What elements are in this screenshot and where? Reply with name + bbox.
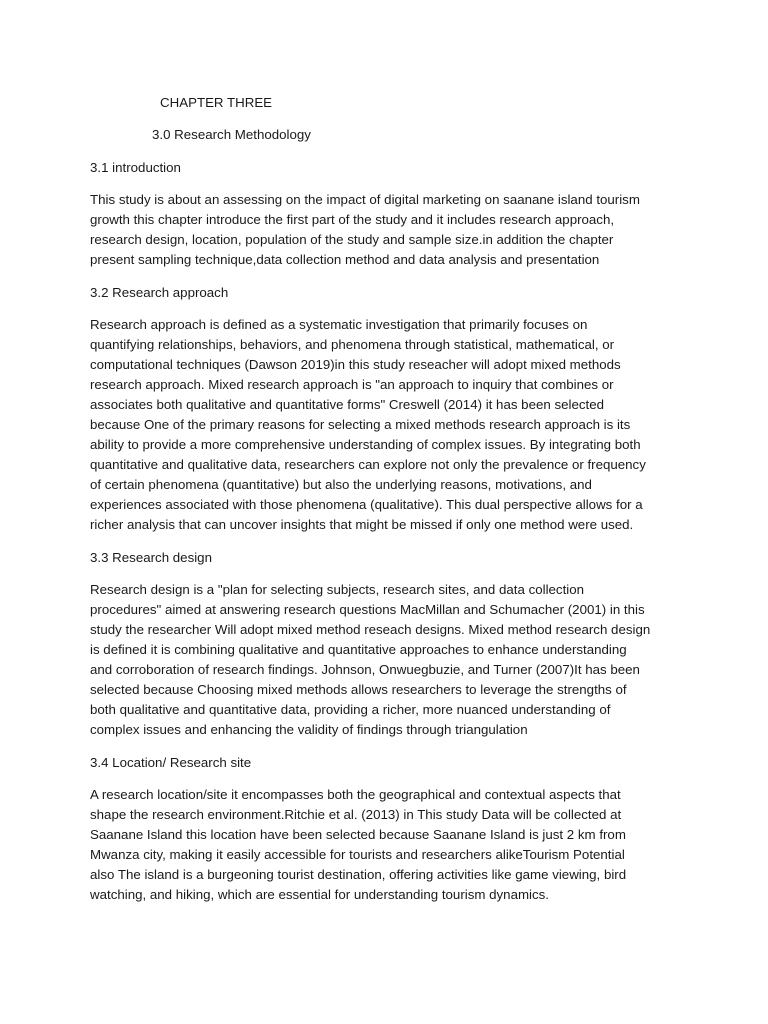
section-heading: 3.4 Location/ Research site [90,755,252,770]
paragraph-line: research design, location, population of the study and sample size.in addition the chapter [90,232,614,247]
paragraph-line: richer analysis that can uncover insights that might be missed if only one method were used. [90,517,634,532]
section-paragraph [90,580,680,740]
paragraph-line: selected because Choosing mixed methods allows researchers to leverage the strengths of [90,682,627,697]
paragraph-line: present sampling technique,data collection method and data analysis and presentation [90,252,600,267]
paragraph-line: experiences associated with those phenomena (qualitative). This dual perspective allows for a [90,497,643,512]
section-paragraph [90,315,680,535]
paragraph-line: watching, and hiking, which are essential for understanding tourism dynamics. [90,887,549,902]
paragraph-line: Saanane Island this location have been selected because Saanane Island is just 2 km from [90,827,626,842]
paragraph-line: both qualitative and quantitative data, providing a richer, more nuanced understanding of [90,702,611,717]
paragraph-line: of certain phenomena (quantitative) but also the underlying reasons, motivations, and [90,477,592,492]
section-heading: 3.3 Research design [90,550,212,565]
paragraph-line: growth this chapter introduce the first part of the study and it includes research approach, [90,212,615,227]
paragraph-line: because One of the primary reasons for selecting a mixed methods research approach is its [90,417,631,432]
paragraph-line: study the researcher Will adopt mixed method reseach designs. Mixed method research design [90,622,651,637]
paragraph-line: and corroboration of research findings. Johnson, Onwuegbuzie, and Turner (2007)It has been [90,662,640,677]
paragraph-line: computational techniques (Dawson 2019)in this study reseacher will adopt mixed methods [90,357,621,372]
paragraph-line: research approach. Mixed research approach is "an approach to inquiry that combines or [90,377,614,392]
paragraph-line: is defined it is combining qualitative and quantitative approaches to enhance understanding [90,642,627,657]
paragraph-line: procedures" aimed at answering research questions MacMillan and Schumacher (2001) in this [90,602,645,617]
paragraph-line: shape the research environment.Ritchie et al. (2013) in This study Data will be collected at [90,807,622,822]
paragraph-line: Research approach is defined as a systematic investigation that primarily focuses on [90,317,588,332]
paragraph-line: quantifying relationships, behaviors, and phenomena through statistical, mathematical, or [90,337,615,352]
paragraph-line: A research location/site it encompasses both the geographical and contextual aspects that [90,787,621,802]
paragraph-line: also The island is a burgeoning tourist destination, offering activities like game viewing, bird [90,867,627,882]
paragraph-line: Mwanza city, making it easily accessible for tourists and researchers alikeTourism Potential [90,847,625,862]
paragraph-line: This study is about an assessing on the impact of digital marketing on saanane island tourism [90,192,640,207]
sections-container [90,158,680,905]
section-paragraph [90,190,680,270]
paragraph-line: Research design is a "plan for selecting subjects, research sites, and data collection [90,582,585,597]
main-heading: 3.0 Research Methodology [152,127,311,142]
section-heading: 3.2 Research approach [90,285,229,300]
section-paragraph [90,785,680,905]
chapter-title: CHAPTER THREE [160,95,273,110]
paragraph-line: ability to provide a more comprehensive understanding of complex issues. By integrating both [90,437,641,452]
paragraph-line: quantitative and qualitative data, researchers can explore not only the prevalence or frequency [90,457,646,472]
paragraph-line: associates both qualitative and quantitative forms" Creswell (2014) it has been selected [90,397,604,412]
paragraph-line: complex issues and enhancing the validity of findings through triangulation [90,722,528,737]
section-heading: 3.1 introduction [90,160,181,175]
document-content [90,93,680,918]
